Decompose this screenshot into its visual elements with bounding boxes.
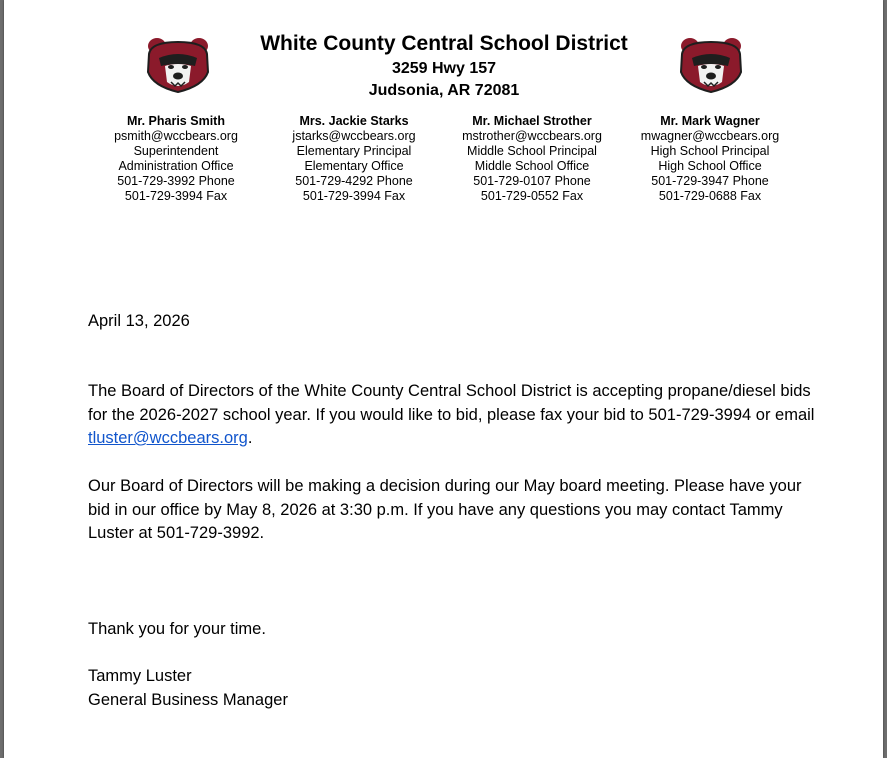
bid-paragraph-end: . — [247, 429, 253, 447]
contact-name: Mr. Mark Wagner — [660, 114, 760, 128]
bid-paragraph — [88, 380, 818, 451]
contact-phone: 501-729-0107 Phone — [473, 174, 591, 188]
contact-name: Mr. Michael Strother — [472, 114, 592, 128]
contact-high-school-principal — [622, 114, 798, 204]
contact-middle-school-principal — [444, 114, 620, 204]
contact-fax: 501-729-0552 Fax — [480, 189, 584, 203]
contact-elementary-principal — [266, 114, 442, 204]
closing-thanks: Thank you for your time. — [88, 620, 266, 638]
contact-phone: 501-729-3947 Phone — [651, 174, 769, 188]
contact-title: High School Principal — [650, 144, 770, 158]
contact-office: Administration Office — [118, 159, 234, 173]
address-line-1: 3259 Hwy 157 — [391, 60, 497, 77]
signer-name: Tammy Luster — [88, 667, 192, 685]
letterhead — [164, 30, 724, 102]
signature-block — [88, 665, 818, 712]
contact-phone: 501-729-4292 Phone — [295, 174, 413, 188]
contact-fax: 501-729-3994 Fax — [302, 189, 406, 203]
contact-email: mwagner@wccbears.org — [640, 129, 780, 143]
contact-phone: 501-729-3992 Phone — [117, 174, 235, 188]
contact-email: psmith@wccbears.org — [114, 129, 238, 143]
contact-office: Elementary Office — [304, 159, 404, 173]
contact-title: Middle School Principal — [467, 144, 597, 158]
contact-fax: 501-729-0688 Fax — [658, 189, 762, 203]
contact-title: Superintendent — [133, 144, 219, 158]
contact-email: jstarks@wccbears.org — [292, 129, 416, 143]
email-link[interactable]: tluster@wccbears.org — [88, 429, 248, 447]
signer-title: General Business Manager — [88, 690, 288, 709]
bid-paragraph-text: The Board of Directors of the White County Central School District is accepting propane/diesel bids for the 2026-2027 school year. If you would like to bid, please fax your bid to 501-729-3994 or email — [88, 382, 815, 424]
contact-title: Elementary Principal — [296, 144, 412, 158]
contact-fax: 501-729-3994 Fax — [124, 189, 228, 203]
district-title: White County Central School District — [260, 32, 628, 55]
contact-superintendent — [88, 114, 264, 204]
address-line-2: Judsonia, AR 72081 — [368, 82, 520, 99]
contact-name: Mr. Pharis Smith — [127, 114, 225, 128]
contact-office: Middle School Office — [474, 159, 590, 173]
contact-email: mstrother@wccbears.org — [462, 129, 602, 143]
letter-date: April 13, 2026 — [88, 312, 190, 330]
contact-office: High School Office — [658, 159, 762, 173]
contact-name: Mrs. Jackie Starks — [299, 114, 409, 128]
letter-page — [4, 0, 883, 758]
decision-paragraph: Our Board of Directors will be making a decision during our May board meeting. Please have your bid in our office by May 8, 2026 at 3:30 p.m. If you have any questions you may contact Tammy Luster at 501-729-3992. — [88, 477, 802, 542]
